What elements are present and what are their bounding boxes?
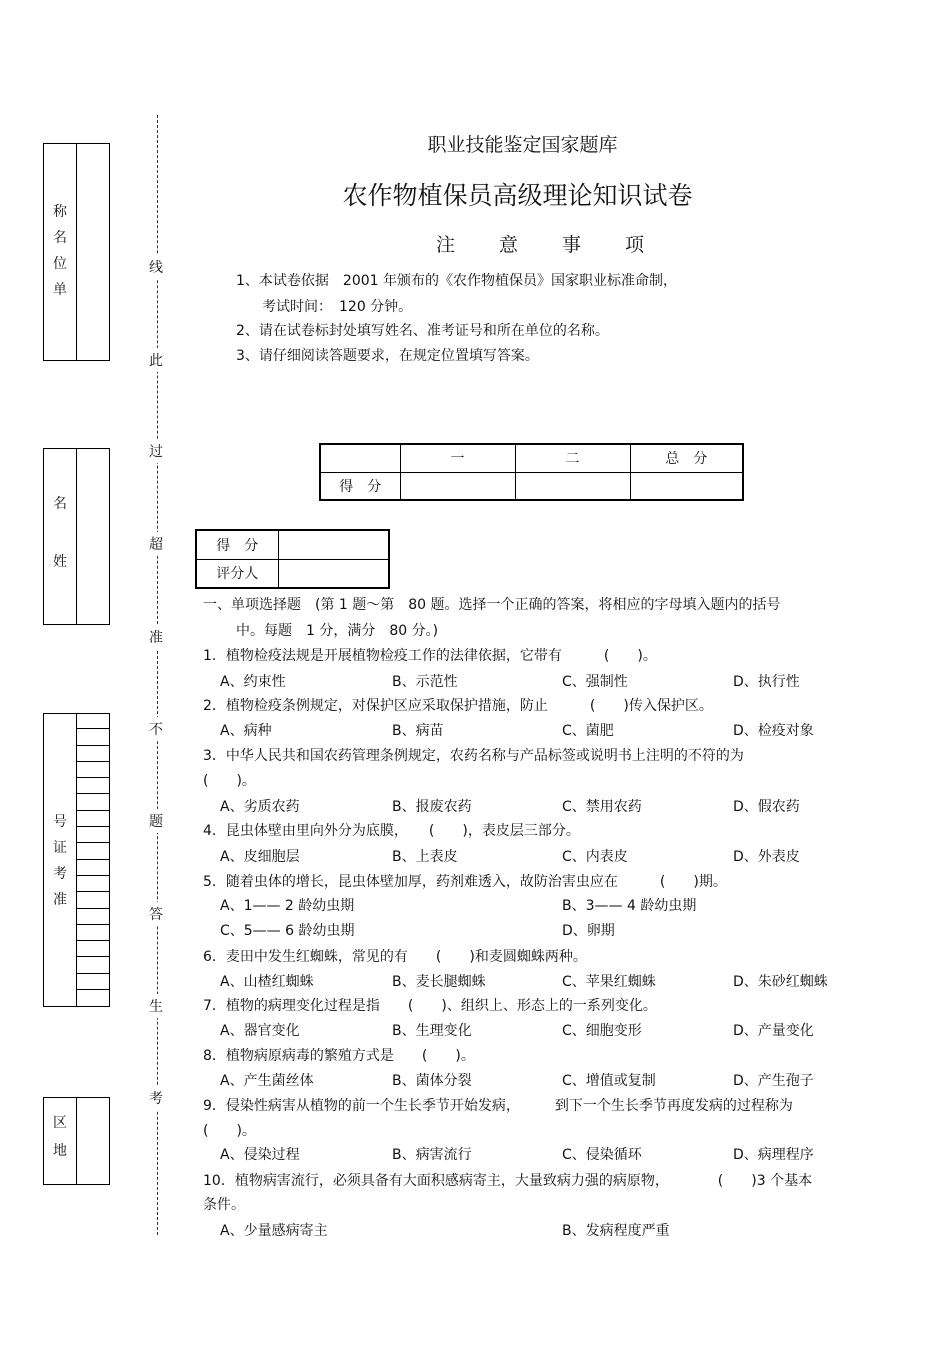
- option[interactable]: C、内表皮: [562, 849, 628, 865]
- exam-id-label: 号 证 考 准: [53, 814, 67, 908]
- question-stem: 7．植物的病理变化过程是指 ( )、组织上、形态上的一系列变化。: [203, 998, 657, 1014]
- option[interactable]: A、1—— 2 龄幼虫期: [220, 898, 355, 914]
- question-stem: 6．麦田中发生红蜘蛛，常见的有 ( )和麦圆蜘蛛两种。: [203, 949, 587, 965]
- question-stem-cont: 条件。: [203, 1197, 245, 1213]
- section-heading: 一、单项选择题 (第 1 题～第 80 题。选择一个正确的答案，将相应的字母填入题内的括号: [203, 597, 781, 613]
- option[interactable]: B、3—— 4 龄幼虫期: [562, 898, 697, 914]
- notice-title: 注意事项: [436, 234, 689, 256]
- seal-char: 线: [149, 255, 163, 279]
- seal-char: 题: [149, 809, 163, 833]
- question-stem: 10．植物病害流行，必须具备有大面积感病寄主，大量致病力强的病原物， ( )3 个基本: [203, 1173, 813, 1189]
- question-stem-cont: ( )。: [203, 773, 256, 789]
- option[interactable]: D、病理程序: [733, 1147, 814, 1163]
- option[interactable]: C、禁用农药: [562, 799, 642, 815]
- option[interactable]: C、菌肥: [562, 723, 614, 739]
- option[interactable]: D、检疫对象: [733, 723, 814, 739]
- grader-score-cell[interactable]: [278, 530, 389, 559]
- seal-char: 考: [149, 1086, 163, 1110]
- question-stem: 9．侵染性病害从植物的前一个生长季节开始发病， 到下一个生长季节再度发病的过程称为: [203, 1098, 793, 1114]
- option[interactable]: C、5—— 6 龄幼虫期: [220, 923, 355, 939]
- seal-dashed-line: [157, 115, 158, 1235]
- option[interactable]: D、朱砂红蜘蛛: [733, 974, 828, 990]
- question-stem: 4．昆虫体壁由里向外分为底膜， ( )，表皮层三部分。: [203, 823, 580, 839]
- seal-char: 生: [149, 994, 163, 1018]
- question-stem: 8．植物病原病毒的繁殖方式是 ( )。: [203, 1048, 475, 1064]
- option[interactable]: B、病苗: [392, 723, 444, 739]
- score-col-total: 总 分: [630, 444, 743, 472]
- score-table: [319, 443, 744, 501]
- option[interactable]: A、皮细胞层: [220, 849, 300, 865]
- option[interactable]: A、器官变化: [220, 1023, 300, 1039]
- option[interactable]: B、示范性: [392, 674, 458, 690]
- grader-table: [195, 529, 390, 589]
- option[interactable]: C、侵染循环: [562, 1147, 642, 1163]
- score-col-2: 二: [515, 444, 630, 472]
- option[interactable]: D、执行性: [733, 674, 800, 690]
- score-row-label: 得 分: [320, 472, 400, 500]
- option[interactable]: C、强制性: [562, 674, 628, 690]
- option[interactable]: D、产量变化: [733, 1023, 814, 1039]
- option[interactable]: D、产生孢子: [733, 1073, 814, 1089]
- option[interactable]: B、生理变化: [392, 1023, 472, 1039]
- option[interactable]: B、发病程度严重: [562, 1223, 670, 1239]
- option[interactable]: C、苹果红蜘蛛: [562, 974, 656, 990]
- question-stem: 1．植物检疫法规是开展植物检疫工作的法律依据，它带有 ( )。: [203, 648, 657, 664]
- option[interactable]: B、上表皮: [392, 849, 458, 865]
- grader-name-label: 评分人: [196, 559, 278, 588]
- option[interactable]: C、增值或复制: [562, 1073, 656, 1089]
- option[interactable]: A、约束性: [220, 674, 286, 690]
- region-label: 区 地: [53, 1115, 67, 1159]
- note-2: 2、请在试卷标封处填写姓名、准考证号和所在单位的名称。: [236, 323, 609, 339]
- note-1: 1、本试卷依据 2001 年颁布的《农作物植保员》国家职业标准命制，: [236, 273, 677, 289]
- seal-char: 答: [149, 902, 163, 926]
- section-heading-cont: 中。每题 1 分，满分 80 分。): [236, 623, 439, 639]
- seal-char: 过: [149, 439, 163, 463]
- seal-char: 准: [149, 625, 163, 649]
- seal-char: 不: [149, 717, 163, 741]
- grader-score-label: 得 分: [196, 530, 278, 559]
- score-cell[interactable]: [515, 472, 630, 500]
- question-stem: 2．植物检疫条例规定，对保护区应采取保护措施，防止 ( )传入保护区。: [203, 698, 713, 714]
- option[interactable]: D、卵期: [562, 923, 615, 939]
- question-bank-title: 职业技能鉴定国家题库: [427, 134, 618, 156]
- option[interactable]: A、山楂红蜘蛛: [220, 974, 314, 990]
- question-stem: 3．中华人民共和国农药管理条例规定，农药名称与产品标签或说明书上注明的不符的为: [203, 748, 744, 764]
- option[interactable]: A、产生菌丝体: [220, 1073, 314, 1089]
- note-3: 3、请仔细阅读答题要求，在规定位置填写答案。: [236, 348, 539, 364]
- score-col-1: 一: [400, 444, 515, 472]
- option[interactable]: A、少量感病寄主: [220, 1223, 328, 1239]
- note-1-cont: 考试时间： 120 分钟。: [262, 299, 413, 315]
- option[interactable]: D、外表皮: [733, 849, 800, 865]
- unit-label: 称 名 位 单: [53, 204, 67, 298]
- grader-name-cell[interactable]: [278, 559, 389, 588]
- option[interactable]: A、病种: [220, 723, 272, 739]
- option[interactable]: A、劣质农药: [220, 799, 300, 815]
- option[interactable]: B、报废农药: [392, 799, 472, 815]
- exam-title: 农作物植保员高级理论知识试卷: [342, 181, 693, 210]
- option[interactable]: A、侵染过程: [220, 1147, 300, 1163]
- question-stem: 5．随着虫体的增长，昆虫体壁加厚，药剂难透入，故防治害虫应在 ( )期。: [203, 874, 727, 890]
- name-label: 名 姓: [53, 496, 67, 570]
- question-stem-cont: ( )。: [203, 1123, 256, 1139]
- score-cell[interactable]: [400, 472, 515, 500]
- seal-char: 此: [149, 348, 163, 372]
- seal-char: 超: [149, 532, 163, 556]
- exam-id-digit-cells: [77, 713, 110, 1007]
- score-cell[interactable]: [630, 472, 743, 500]
- option[interactable]: D、假农药: [733, 799, 800, 815]
- option[interactable]: B、菌体分裂: [392, 1073, 472, 1089]
- option[interactable]: C、细胞变形: [562, 1023, 642, 1039]
- option[interactable]: B、麦长腿蜘蛛: [392, 974, 486, 990]
- option[interactable]: B、病害流行: [392, 1147, 472, 1163]
